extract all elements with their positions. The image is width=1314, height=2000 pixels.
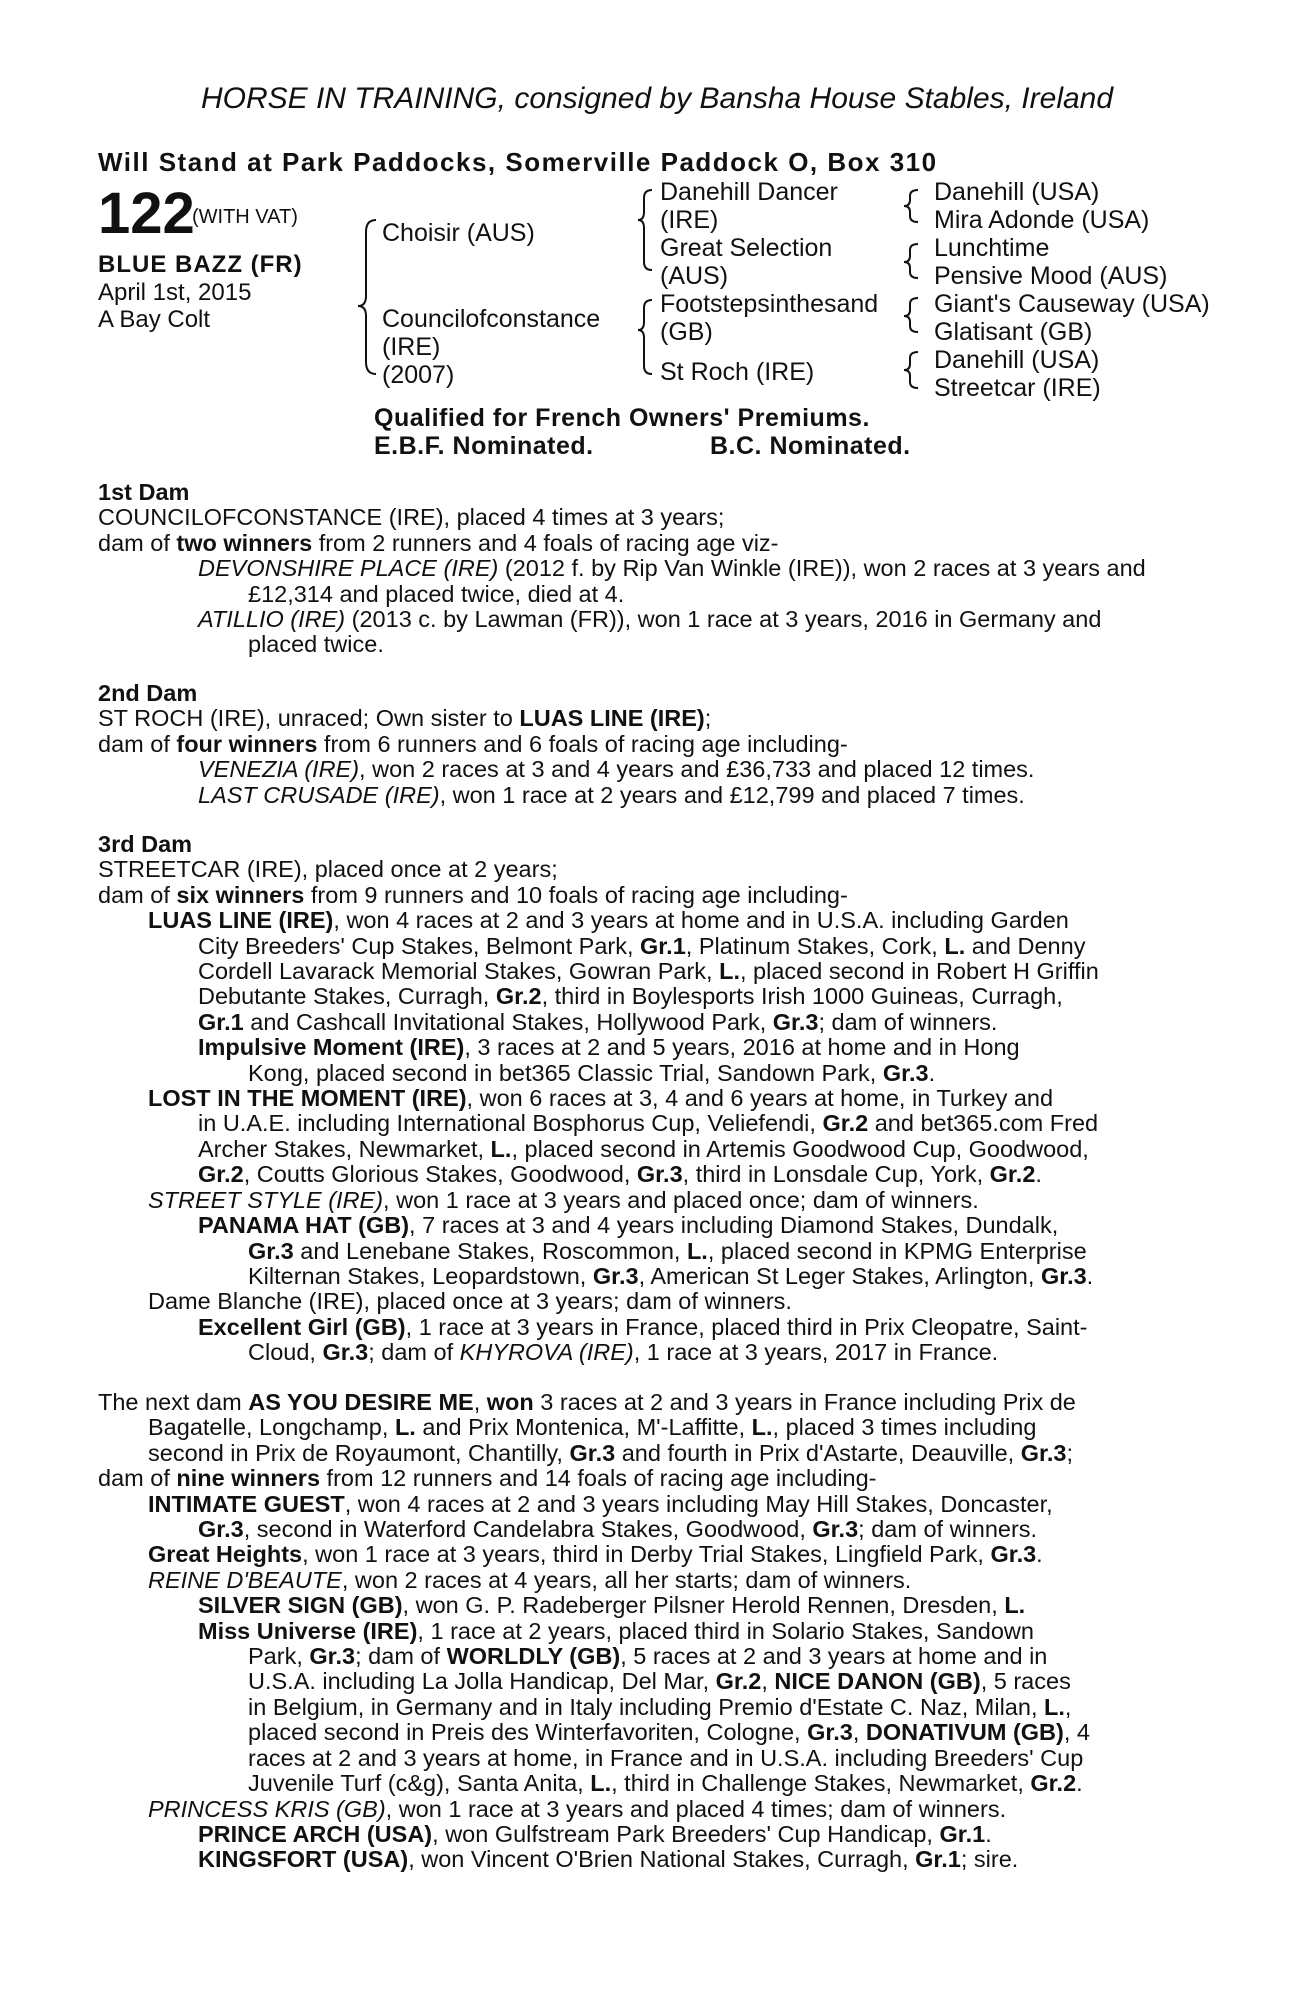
progeny-entry: PRINCE ARCH (USA), won Gulfstream Park Breeders' Cup Handicap, Gr.1. bbox=[198, 1820, 992, 1847]
section-heading: 3rd Dam bbox=[98, 831, 193, 857]
progeny-entry: REINE D'BEAUTE, won 2 races at 4 years, all her starts; dam of winners. bbox=[148, 1566, 912, 1593]
dam-line: COUNCILOFCONSTANCE (IRE), placed 4 times at 3 years; bbox=[98, 504, 725, 531]
progeny-entry: SILVER SIGN (GB), won G. P. Radeberger Pilsner Herold Rennen, Dresden, L. bbox=[198, 1592, 1026, 1619]
progeny-entry-cont: Cloud, Gr.3; dam of KHYROVA (IRE), 1 race at 3 years, 2017 in France. bbox=[248, 1339, 999, 1366]
pedigree-sd-dam: Pensive Mood (AUS) bbox=[934, 262, 1168, 290]
progeny-entry-cont: City Breeders' Cup Stakes, Belmont Park, Gr.1, Platinum Stakes, Cork, L. and Denny bbox=[198, 932, 1086, 959]
progeny-entry-cont: Debutante Stakes, Curragh, Gr.2, third in Boylesports Irish 1000 Guineas, Curragh, bbox=[198, 983, 1063, 1010]
progeny-entry: Miss Universe (IRE), 1 race at 2 years, placed third in Solario Stakes, Sandown bbox=[198, 1617, 1034, 1644]
section-heading: 1st Dam bbox=[98, 479, 190, 505]
ebf-nominated: E.B.F. Nominated. bbox=[374, 432, 594, 460]
pedigree-dd-sire: Danehill (USA) bbox=[934, 346, 1100, 374]
progeny-entry-cont: Gr.3, second in Waterford Candelabra Stakes, Goodwood, Gr.3; dam of winners. bbox=[198, 1516, 1038, 1543]
pedigree-dam-line1: Councilofconstance bbox=[382, 305, 601, 333]
next-dam-line: The next dam AS YOU DESIRE ME, won 3 races at 2 and 3 years in France including Prix de bbox=[98, 1389, 1076, 1415]
progeny-entry-cont: Cordell Lavarack Memorial Stakes, Gowran Park, L., placed second in Robert H Griffin bbox=[198, 958, 1099, 985]
lot-number: 122 bbox=[98, 181, 195, 246]
pedigree-dam-sire-1: Footstepsinthesand bbox=[660, 290, 879, 318]
progeny-entry-cont: races at 2 and 3 years at home, in France and in U.S.A. including Breeders' Cup bbox=[248, 1744, 1084, 1771]
third-dam-section bbox=[98, 832, 1208, 1366]
progeny-entry: KINGSFORT (USA), won Vincent O'Brien National Stakes, Curragh, Gr.1; sire. bbox=[198, 1846, 1019, 1873]
progeny-entry-cont: Archer Stakes, Newmarket, L., placed second in Artemis Goodwood Cup, Goodwood, bbox=[198, 1135, 1089, 1162]
catalogue-header: HORSE IN TRAINING, consigned by Bansha House Stables, Ireland bbox=[200, 82, 1114, 115]
pedigree-dam-line3: (2007) bbox=[382, 361, 455, 389]
progeny-entry-cont: Juvenile Turf (c&g), Santa Anita, L., third in Challenge Stakes, Newmarket, Gr.2. bbox=[248, 1770, 1083, 1797]
progeny-entry-cont: Gr.1 and Cashcall Invitational Stakes, Hollywood Park, Gr.3; dam of winners. bbox=[198, 1008, 998, 1035]
progeny-entry: Excellent Girl (GB), 1 race at 3 years in France, placed third in Prix Cleopatre, Saint- bbox=[198, 1313, 1088, 1340]
progeny-entry: STREET STYLE (IRE), won 1 race at 3 years and placed once; dam of winners. bbox=[148, 1186, 979, 1213]
pedigree-sd-sire: Lunchtime bbox=[934, 234, 1050, 262]
section-heading: 2nd Dam bbox=[98, 680, 198, 706]
progeny-entry-cont: Gr.2, Coutts Glorious Stakes, Goodwood, Gr.3, third in Lonsdale Cup, York, Gr.2. bbox=[198, 1161, 1042, 1188]
dam-produce-summary: dam of two winners from 2 runners and 4 foals of racing age viz- bbox=[98, 529, 779, 556]
french-premiums: Qualified for French Owners' Premiums. bbox=[374, 404, 870, 432]
progeny-entry-cont: Gr.3 and Lenebane Stakes, Roscommon, L., placed second in KPMG Enterprise bbox=[248, 1237, 1087, 1264]
pedigree-ss-sire: Danehill (USA) bbox=[934, 178, 1100, 206]
stand-location: Will Stand at Park Paddocks, Somerville Paddock O, Box 310 bbox=[98, 147, 938, 177]
horse-name: BLUE BAZZ (FR) bbox=[98, 251, 303, 278]
horse-dob: April 1st, 2015 bbox=[98, 279, 252, 306]
progeny-entry: LUAS LINE (IRE), won 4 races at 2 and 3 years at home and in U.S.A. including Garden bbox=[148, 907, 1069, 934]
next-dam-cont: second in Prix de Royaumont, Chantilly, Gr.3 and fourth in Prix d'Astarte, Deauville, Gr.3; bbox=[148, 1439, 1073, 1466]
progeny-entry: Great Heights, won 1 race at 3 years, third in Derby Trial Stakes, Lingfield Park, Gr.3. bbox=[148, 1541, 1043, 1568]
progeny-entry: LAST CRUSADE (IRE), won 1 race at 2 years and £12,799 and placed 7 times. bbox=[198, 781, 1025, 808]
progeny-entry: ATILLIO (IRE) (2013 c. by Lawman (FR)), won 1 race at 3 years, 2016 in Germany and bbox=[198, 606, 1102, 633]
progeny-entry: LOST IN THE MOMENT (IRE), won 6 races at 3, 4 and 6 years at home, in Turkey and bbox=[148, 1085, 1054, 1112]
next-dam-section bbox=[98, 1390, 1208, 1873]
progeny-entry-cont: Park, Gr.3; dam of WORLDLY (GB), 5 races at 2 and 3 years at home and in bbox=[248, 1643, 1048, 1670]
progeny-entry-cont: £12,314 and placed twice, died at 4. bbox=[248, 580, 625, 607]
progeny-entry: Dame Blanche (IRE), placed once at 3 years; dam of winners. bbox=[148, 1288, 792, 1315]
dam-produce-summary: dam of nine winners from 12 runners and 14 foals of racing age including- bbox=[98, 1465, 877, 1492]
progeny-entry-cont: Kong, placed second in bet365 Classic Trial, Sandown Park, Gr.3. bbox=[248, 1059, 936, 1086]
pedigree-sire-dam-2: (AUS) bbox=[660, 262, 729, 290]
vat-label: (WITH VAT) bbox=[192, 206, 298, 228]
pedigree-sire-dam-1: Great Selection bbox=[660, 234, 833, 262]
dam-produce-summary: dam of four winners from 6 runners and 6 foals of racing age including- bbox=[98, 730, 848, 757]
pedigree-sire: Choisir (AUS) bbox=[382, 219, 535, 247]
pedigree-dd-dam: Streetcar (IRE) bbox=[934, 374, 1101, 402]
progeny-entry: Impulsive Moment (IRE), 3 races at 2 and 5 years, 2016 at home and in Hong bbox=[198, 1034, 1020, 1061]
progeny-entry: PRINCESS KRIS (GB), won 1 race at 3 years and placed 4 times; dam of winners. bbox=[148, 1795, 1007, 1822]
pedigree-dam-dam: St Roch (IRE) bbox=[660, 358, 815, 386]
pedigree-dam-sire-2: (GB) bbox=[660, 318, 713, 346]
dam-line: ST ROCH (IRE), unraced; Own sister to LUAS LINE (IRE); bbox=[98, 705, 712, 732]
progeny-entry-cont: in U.A.E. including International Bosphorus Cup, Veliefendi, Gr.2 and bet365.com Fred bbox=[198, 1110, 1099, 1137]
progeny-entry: VENEZIA (IRE), won 2 races at 3 and 4 years and £36,733 and placed 12 times. bbox=[198, 756, 1035, 783]
pedigree-ss-dam: Mira Adonde (USA) bbox=[934, 206, 1150, 234]
progeny-entry: PANAMA HAT (GB), 7 races at 3 and 4 years including Diamond Stakes, Dundalk, bbox=[198, 1212, 1059, 1239]
progeny-entry: INTIMATE GUEST, won 4 races at 2 and 3 years including May Hill Stakes, Doncaster, bbox=[148, 1490, 1053, 1517]
progeny-entry-cont: placed second in Preis des Winterfavoriten, Cologne, Gr.3, DONATIVUM (GB), 4 bbox=[248, 1719, 1090, 1746]
progeny-entry-cont: placed twice. bbox=[248, 631, 384, 658]
second-dam-section bbox=[98, 681, 1208, 808]
progeny-entry-cont: Kilternan Stakes, Leopardstown, Gr.3, American St Leger Stakes, Arlington, Gr.3. bbox=[248, 1262, 1094, 1289]
first-dam-section bbox=[98, 480, 1208, 658]
progeny-entry: DEVONSHIRE PLACE (IRE) (2012 f. by Rip Van Winkle (IRE)), won 2 races at 3 years and bbox=[198, 555, 1146, 582]
dam-line: STREETCAR (IRE), placed once at 2 years; bbox=[98, 856, 558, 883]
progeny-entry-cont: U.S.A. including La Jolla Handicap, Del Mar, Gr.2, NICE DANON (GB), 5 races bbox=[248, 1668, 1071, 1695]
horse-description: A Bay Colt bbox=[98, 306, 211, 333]
pedigree-sire-sire-2: (IRE) bbox=[660, 206, 719, 234]
pedigree-ds-dam: Glatisant (GB) bbox=[934, 318, 1093, 346]
pedigree-dam-line2: (IRE) bbox=[382, 333, 441, 361]
progeny-entry-cont: in Belgium, in Germany and in Italy including Premio d'Estate C. Naz, Milan, L., bbox=[248, 1693, 1072, 1720]
pedigree-ds-sire: Giant's Causeway (USA) bbox=[934, 290, 1210, 318]
bc-nominated: B.C. Nominated. bbox=[710, 432, 911, 460]
next-dam-cont: Bagatelle, Longchamp, L. and Prix Montenica, M'-Laffitte, L., placed 3 times including bbox=[148, 1414, 1037, 1441]
pedigree-sire-sire-1: Danehill Dancer bbox=[660, 178, 838, 206]
dam-produce-summary: dam of six winners from 9 runners and 10 foals of racing age including- bbox=[98, 881, 848, 908]
